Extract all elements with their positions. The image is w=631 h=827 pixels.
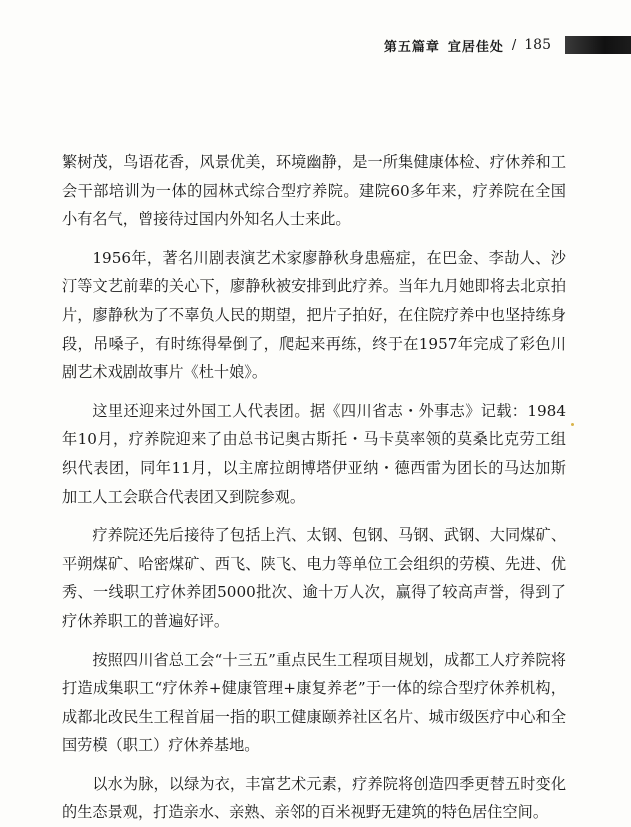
paragraph-2: 1956年，著名川剧表演艺术家廖静秋身患癌症，在巴金、李劼人、沙汀等文艺前辈的关心下，廖静秋被安排到此疗养。当年九月她即将去北京拍片，廖静秋为了不辜负人民的期望，把片子拍好，在住院疗养中也坚持练身段，吊嗓子，有时练得晕倒了，爬起来再练，终于在1957年完成了彩色川剧艺术戏剧故事片《杜十娘》。 <box>62 248 566 382</box>
paragraph-5: 按照四川省总工会“十三五”重点民生工程项目规划，成都工人疗养院将打造成集职工“疗休养+健康管理+康复养老”于一体的综合型疗休养机构，成都北改民生工程首届一指的职工健康颐养社区名片、城市级医疗中心和全国劳模（职工）疗休养基地。 <box>62 650 566 755</box>
paragraph-4: 疗养院还先后接待了包括上汽、太钢、包钢、马钢、武钢、大同煤矿、平朔煤矿、哈密煤矿、西飞、陕飞、电力等单位工会组织的劳模、先进、优秀、一线职工疗休养团5000批次、逾十万人次，赢得了较高声誉，得到了疗休养职工的普遍好评。 <box>62 526 566 630</box>
paragraph-3: 这里还迎来过外国工人代表团。据《四川省志・外事志》记载：1984年10月，疗养院迎来了由总书记奥古斯托・马卡莫率领的莫桑比克劳工组织代表团，同年11月，以主席拉朗博塔伊亚纳・德西雷为团长的马达加斯加工人工会联合代表团又到院参观。 <box>62 401 566 506</box>
body-text <box>62 148 566 827</box>
page-number: 185 <box>524 37 551 53</box>
chapter-title: 第五篇章 <box>383 39 440 55</box>
running-header <box>384 34 631 56</box>
margin-speck <box>571 423 574 426</box>
section-title: 宜居佳处 <box>447 39 504 55</box>
page-tab-marker <box>565 36 631 54</box>
header-separator: / <box>511 37 517 53</box>
paragraph-6: 以水为脉，以绿为衣，丰富艺术元素，疗养院将创造四季更替五时变化的生态景观，打造亲水、亲熟、亲邻的百米视野无建筑的特色居住空间。 <box>62 774 566 822</box>
paragraph-1: 繁树茂，鸟语花香，风景优美，环境幽静，是一所集健康体检、疗休养和工会干部培训为一体的园林式综合型疗养院。建院60多年来，疗养院在全国小有名气，曾接待过国内外知名人士来此。 <box>62 153 566 229</box>
